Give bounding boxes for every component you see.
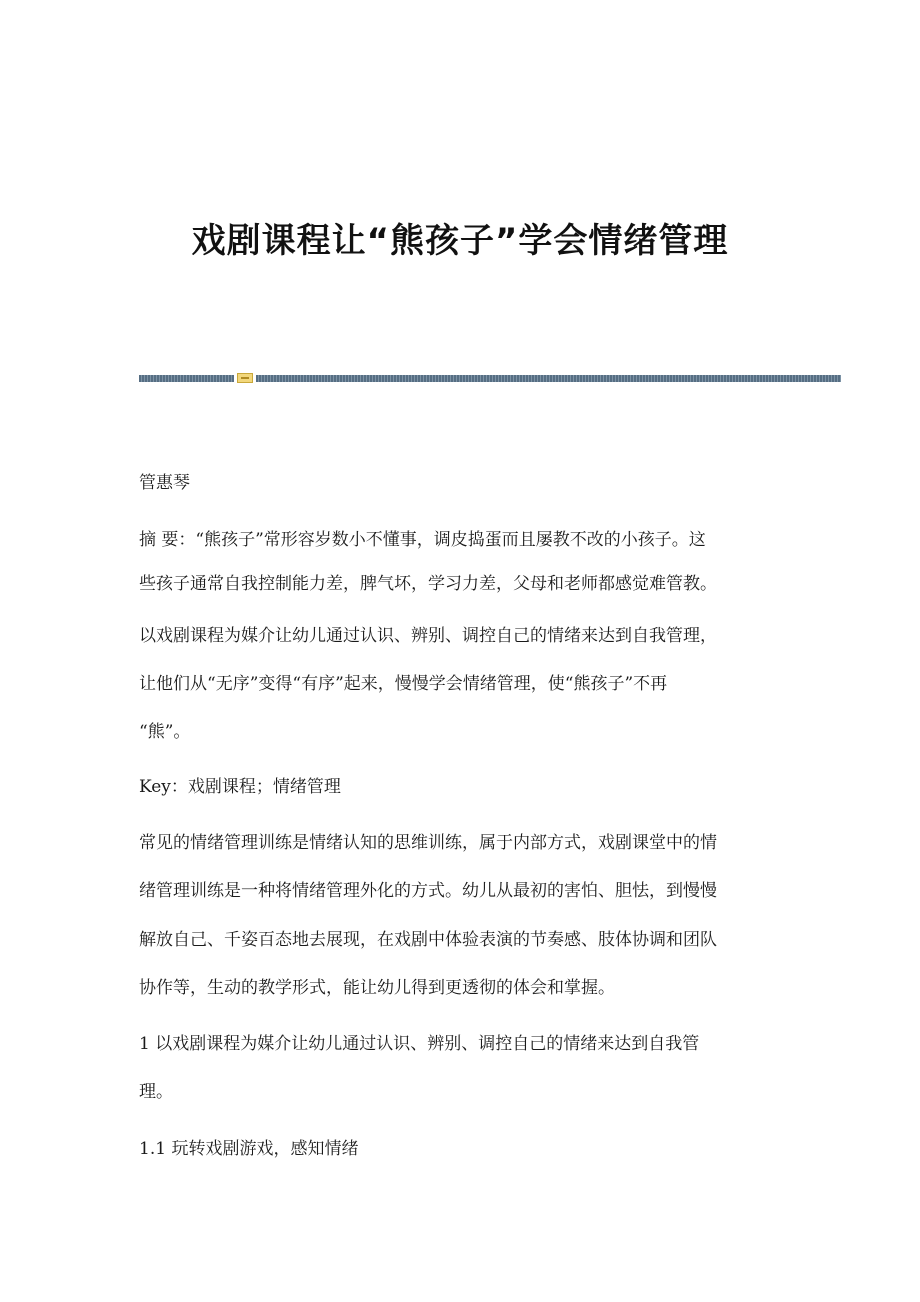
abstract-line: 以戏剧课程为媒介让幼儿通过认识、辨别、调控自己的情绪来达到自我管理， — [139, 626, 717, 646]
document-title: 戏剧课程让“熊孩子”学会情绪管理 — [191, 221, 729, 261]
paragraph-line: 常见的情绪管理训练是情绪认知的思维训练，属于内部方式，戏剧课堂中的情 — [139, 833, 717, 853]
divider-bar-left — [139, 375, 234, 382]
abstract-line: 让他们从“无序”变得“有序”起来，慢慢学会情绪管理，使“熊孩子”不再 — [139, 674, 668, 694]
section-line: 理。 — [139, 1082, 173, 1102]
abstract-line: 摘 要：“熊孩子”常形容岁数小不懂事，调皮捣蛋而且屡教不改的小孩子。这 — [139, 530, 706, 550]
title-divider — [139, 373, 841, 383]
keywords: Key：戏剧课程；情绪管理 — [139, 777, 341, 797]
paragraph-line: 解放自己、千姿百态地去展现，在戏剧中体验表演的节奏感、肢体协调和团队 — [139, 930, 717, 950]
section-1-1-heading: 1.1 玩转戏剧游戏，感知情绪 — [139, 1139, 359, 1159]
divider-ornament-icon — [237, 373, 253, 383]
divider-bar-right — [256, 375, 841, 382]
paragraph-line: 绪管理训练是一种将情绪管理外化的方式。幼儿从最初的害怕、胆怯，到慢慢 — [139, 881, 717, 901]
abstract-line: 些孩子通常自我控制能力差，脾气坏，学习力差，父母和老师都感觉难管教。 — [139, 574, 717, 594]
section-line: 1 以戏剧课程为媒介让幼儿通过认识、辨别、调控自己的情绪来达到自我管 — [139, 1034, 700, 1054]
abstract-line: “熊”。 — [139, 722, 191, 742]
author-name: 管惠琴 — [139, 473, 190, 493]
paragraph-line: 协作等，生动的教学形式，能让幼儿得到更透彻的体会和掌握。 — [139, 978, 615, 998]
